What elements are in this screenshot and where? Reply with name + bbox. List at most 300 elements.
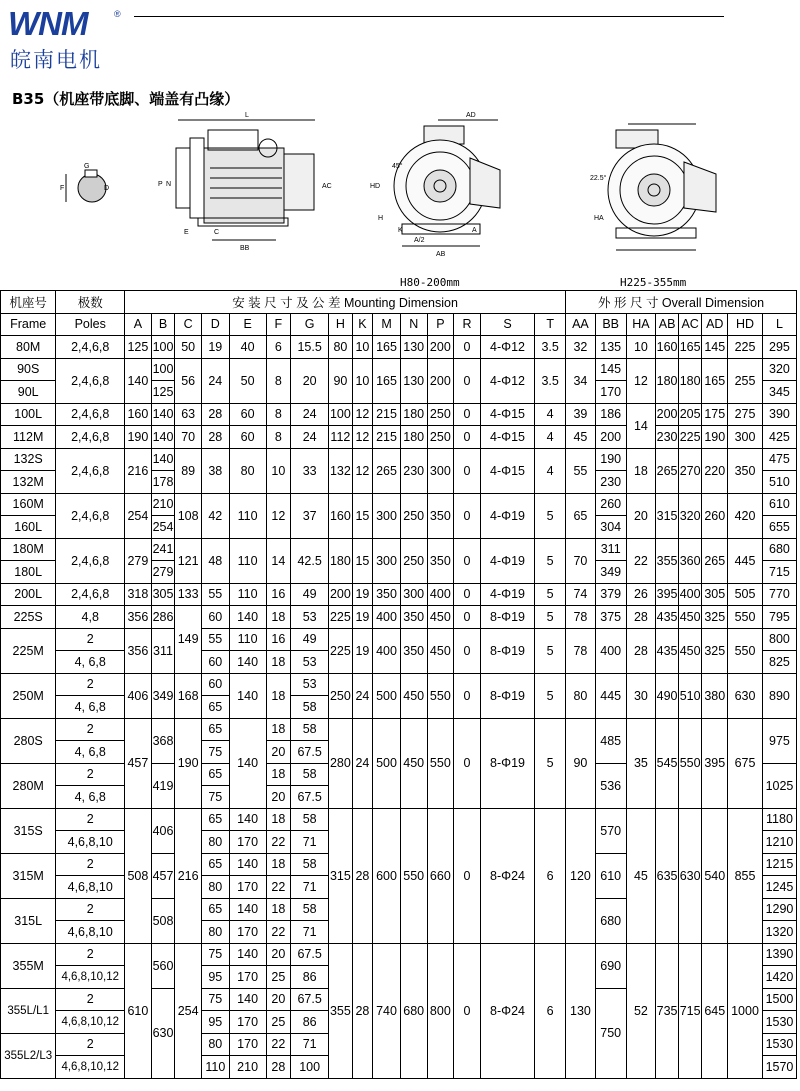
- table-cell: 445: [728, 538, 763, 583]
- company-logo: [8, 6, 128, 70]
- table-cell: 2: [56, 808, 125, 831]
- table-cell: 680: [400, 943, 427, 1078]
- table-cell: 53: [291, 651, 329, 674]
- table-cell: 1390: [762, 943, 796, 966]
- table-cell: 355M: [1, 943, 56, 988]
- table-cell: 12: [352, 403, 373, 426]
- table-cell: 22: [266, 876, 291, 899]
- table-cell: 400: [373, 628, 401, 673]
- table-cell: 140: [125, 358, 152, 403]
- table-cell: 825: [762, 651, 796, 674]
- table-cell: 5: [535, 718, 566, 808]
- table-cell: 355: [656, 538, 679, 583]
- table-cell: 18: [266, 898, 291, 921]
- table-cell: 795: [762, 606, 796, 629]
- table-cell: 254: [151, 516, 175, 539]
- table-cell: 24: [291, 426, 329, 449]
- table-cell: 205: [678, 403, 702, 426]
- table-cell: 18: [266, 673, 291, 718]
- table-cell: 0: [454, 583, 481, 606]
- table-cell: 80: [201, 831, 229, 854]
- table-cell: 67.5: [291, 988, 329, 1011]
- table-cell: 4: [535, 448, 566, 493]
- table-cell: 450: [427, 606, 454, 629]
- table-cell: 65: [201, 763, 229, 786]
- table-cell: 395: [656, 583, 679, 606]
- table-cell: 140: [229, 988, 266, 1011]
- caption-large-frames: H225-355mm: [620, 276, 687, 288]
- col-header-frame-cn: 机座号: [1, 291, 56, 314]
- dim-label-A2: A/2: [414, 237, 425, 244]
- table-row: [1, 538, 797, 561]
- table-cell: 610: [762, 493, 796, 516]
- table-cell: 0: [454, 336, 481, 359]
- table-cell: 18: [266, 606, 291, 629]
- table-cell: 360: [678, 538, 702, 583]
- table-cell: 90: [329, 358, 353, 403]
- table-cell: 80: [566, 673, 596, 718]
- table-cell: 355L/L1: [1, 988, 56, 1033]
- table-row: [1, 358, 797, 381]
- table-cell: 260: [702, 493, 728, 538]
- table-cell: 1025: [762, 763, 796, 808]
- col-header-poles-cn: 极数: [56, 291, 125, 314]
- table-cell: 406: [125, 673, 152, 718]
- table-cell: 170: [229, 921, 266, 944]
- table-cell: 24: [352, 673, 373, 718]
- table-cell: 560: [151, 943, 175, 988]
- table-cell: 19: [352, 628, 373, 673]
- dim-label-AC: AC: [322, 183, 332, 190]
- table-cell: 75: [201, 943, 229, 966]
- table-cell: 52: [626, 943, 656, 1078]
- table-cell: 50: [175, 336, 202, 359]
- table-cell: 1530: [762, 1011, 796, 1034]
- table-cell: 200: [656, 403, 679, 426]
- table-cell: 740: [373, 943, 401, 1078]
- table-cell: 35: [626, 718, 656, 808]
- table-cell: AB: [656, 313, 679, 336]
- dim-label-N: N: [166, 181, 172, 188]
- table-cell: P: [427, 313, 454, 336]
- table-cell: 4-Φ12: [480, 358, 534, 403]
- table-cell: 170: [229, 831, 266, 854]
- table-cell: 20: [626, 493, 656, 538]
- table-cell: 18: [266, 718, 291, 741]
- table-cell: 165: [373, 358, 401, 403]
- table-cell: 225: [329, 606, 353, 629]
- table-cell: 280M: [1, 763, 56, 808]
- table-cell: 60: [229, 403, 266, 426]
- table-cell: 8: [266, 358, 291, 403]
- table-cell: 5: [535, 628, 566, 673]
- table-cell: 160: [656, 336, 679, 359]
- dim-label-E: E: [184, 229, 189, 236]
- table-cell: 2: [56, 673, 125, 696]
- table-cell: 349: [595, 561, 626, 584]
- table-cell: 180: [400, 426, 427, 449]
- logo-mark: WNM: [8, 5, 88, 42]
- table-cell: 170: [229, 966, 266, 989]
- table-cell: 100: [151, 358, 175, 381]
- table-cell: 22: [626, 538, 656, 583]
- table-cell: 56: [175, 358, 202, 403]
- table-cell: 170: [229, 1033, 266, 1056]
- table-cell: 300: [728, 426, 763, 449]
- table-cell: 190: [595, 448, 626, 471]
- table-cell: 315S: [1, 808, 56, 853]
- table-cell: 300: [373, 538, 401, 583]
- table-cell: 140: [151, 448, 175, 471]
- table-cell: 215: [373, 426, 401, 449]
- table-cell: 145: [702, 336, 728, 359]
- table-cell: 350: [427, 493, 454, 538]
- table-cell: 58: [291, 898, 329, 921]
- table-cell: 19: [352, 606, 373, 629]
- table-cell: 550: [400, 808, 427, 943]
- table-cell: 4-Φ15: [480, 426, 534, 449]
- table-cell: 86: [291, 966, 329, 989]
- table-cell: 355L2/L3: [1, 1033, 56, 1078]
- table-cell: 3.5: [535, 336, 566, 359]
- dim-label-HD: HD: [370, 183, 381, 190]
- table-cell: 508: [125, 808, 152, 943]
- table-cell: 28: [266, 1056, 291, 1079]
- table-cell: 10: [266, 448, 291, 493]
- table-cell: 22: [266, 1033, 291, 1056]
- table-cell: 4-Φ15: [480, 403, 534, 426]
- table-cell: 16: [266, 583, 291, 606]
- table-cell: 110: [229, 538, 266, 583]
- table-cell: 475: [762, 448, 796, 471]
- table-cell: 12: [626, 358, 656, 403]
- table-cell: 311: [151, 628, 175, 673]
- table-cell: 4: [535, 426, 566, 449]
- dim-label-HA: HA: [594, 215, 604, 222]
- table-cell: 28: [201, 426, 229, 449]
- table-cell: 160M: [1, 493, 56, 516]
- table-cell: 4,6,8,10,12: [56, 1056, 125, 1079]
- table-cell: 180: [656, 358, 679, 403]
- table-cell: 2: [56, 853, 125, 876]
- side-view: [158, 112, 332, 252]
- table-cell: 0: [454, 808, 481, 943]
- table-cell: 78: [566, 628, 596, 673]
- table-row: [1, 493, 797, 516]
- table-cell: 4, 6,8: [56, 786, 125, 809]
- table-cell: 12: [352, 448, 373, 493]
- table-row: [1, 673, 797, 696]
- table-cell: 2: [56, 898, 125, 921]
- table-cell: 1290: [762, 898, 796, 921]
- table-cell: 0: [454, 538, 481, 583]
- table-cell: 0: [454, 606, 481, 629]
- table-cell: 750: [595, 988, 626, 1078]
- table-cell: 216: [125, 448, 152, 493]
- table-cell: 100: [151, 336, 175, 359]
- table-cell: 140: [229, 808, 266, 831]
- table-cell: 58: [291, 763, 329, 786]
- table-cell: 350: [400, 606, 427, 629]
- dim-label-BB: BB: [240, 245, 250, 252]
- table-cell: 300: [373, 493, 401, 538]
- table-cell: 140: [229, 673, 266, 718]
- table-cell: 4-Φ19: [480, 583, 534, 606]
- table-cell: 165: [373, 336, 401, 359]
- table-cell: 545: [656, 718, 679, 808]
- table-cell: 715: [762, 561, 796, 584]
- motor-drawings: [0, 108, 800, 288]
- table-cell: 0: [454, 943, 481, 1078]
- table-cell: 350: [373, 583, 401, 606]
- table-cell: 28: [352, 808, 373, 943]
- table-cell: 305: [702, 583, 728, 606]
- table-cell: 500: [373, 718, 401, 808]
- table-cell: 160L: [1, 516, 56, 539]
- table-cell: 24: [201, 358, 229, 403]
- table-cell: 457: [151, 853, 175, 898]
- table-cell: 4-Φ12: [480, 336, 534, 359]
- table-cell: 250: [427, 426, 454, 449]
- table-cell: 350: [427, 538, 454, 583]
- table-cell: 90: [566, 718, 596, 808]
- table-cell: 55: [201, 583, 229, 606]
- table-cell: 254: [175, 943, 202, 1078]
- table-cell: 350: [400, 628, 427, 673]
- table-cell: 295: [762, 336, 796, 359]
- table-cell: 28: [626, 628, 656, 673]
- table-cell: 12: [266, 493, 291, 538]
- table-cell: 90S: [1, 358, 56, 381]
- dim-label-AD: AD: [466, 112, 476, 119]
- table-cell: 200: [595, 426, 626, 449]
- table-cell: 1210: [762, 831, 796, 854]
- table-cell: 0: [454, 358, 481, 403]
- table-cell: 89: [175, 448, 202, 493]
- table-cell: 5: [535, 583, 566, 606]
- table-cell: 24: [352, 718, 373, 808]
- table-cell: 975: [762, 718, 796, 763]
- table-cell: 2: [56, 628, 125, 651]
- table-cell: 660: [427, 808, 454, 943]
- table-cell: 505: [728, 583, 763, 606]
- table-cell: 71: [291, 876, 329, 899]
- table-cell: 2,4,6,8: [56, 358, 125, 403]
- table-cell: 1570: [762, 1056, 796, 1079]
- table-cell: 2,4,6,8: [56, 583, 125, 606]
- table-cell: 500: [373, 673, 401, 718]
- table-row: [1, 448, 797, 471]
- table-cell: 540: [702, 808, 728, 943]
- table-cell: 4,6,8,10,12: [56, 1011, 125, 1034]
- table-cell: 25: [266, 966, 291, 989]
- table-cell: 390: [762, 403, 796, 426]
- table-cell: G: [291, 313, 329, 336]
- table-cell: 2,4,6,8: [56, 538, 125, 583]
- table-cell: 8-Φ24: [480, 808, 534, 943]
- table-cell: 160: [329, 493, 353, 538]
- table-cell: 58: [291, 853, 329, 876]
- table-cell: 67.5: [291, 786, 329, 809]
- table-cell: 450: [400, 718, 427, 808]
- table-cell: 80: [201, 1033, 229, 1056]
- table-cell: 250: [400, 538, 427, 583]
- table-cell: 39: [566, 403, 596, 426]
- table-cell: 4,6,8,10,12: [56, 966, 125, 989]
- table-cell: 368: [151, 718, 175, 763]
- table-cell: 279: [125, 538, 152, 583]
- table-cell: 400: [373, 606, 401, 629]
- table-cell: 2: [56, 988, 125, 1011]
- table-cell: 10: [352, 358, 373, 403]
- table-cell: 180M: [1, 538, 56, 561]
- table-cell: 80: [329, 336, 353, 359]
- table-cell: 250: [400, 493, 427, 538]
- dim-label-K: K: [398, 227, 403, 234]
- table-cell: 241: [151, 538, 175, 561]
- table-cell: 400: [678, 583, 702, 606]
- table-cell: 220: [702, 448, 728, 493]
- table-cell: 216: [175, 808, 202, 943]
- table-cell: 254: [125, 493, 152, 538]
- table-cell: 400: [595, 628, 626, 673]
- table-cell: 610: [125, 943, 152, 1078]
- table-cell: 215: [373, 403, 401, 426]
- table-cell: 75: [201, 988, 229, 1011]
- table-cell: H: [329, 313, 353, 336]
- table-cell: 110: [229, 628, 266, 651]
- table-cell: 25: [266, 1011, 291, 1034]
- table-cell: 12: [352, 426, 373, 449]
- table-cell: 55: [566, 448, 596, 493]
- table-cell: 80: [229, 448, 266, 493]
- table-cell: 108: [175, 493, 202, 538]
- col-header-frame-en: Frame: [1, 313, 56, 336]
- table-cell: 45: [566, 426, 596, 449]
- table-cell: 630: [678, 808, 702, 943]
- table-cell: 315M: [1, 853, 56, 898]
- table-cell: 33: [291, 448, 329, 493]
- table-cell: 645: [702, 943, 728, 1078]
- col-header-mounting: 安 装 尺 寸 及 公 差 Mounting Dimension: [125, 291, 566, 314]
- table-cell: 550: [678, 718, 702, 808]
- table-cell: 380: [702, 673, 728, 718]
- table-cell: 145: [595, 358, 626, 381]
- table-cell: 715: [678, 943, 702, 1078]
- table-cell: 4,6,8,10: [56, 921, 125, 944]
- table-cell: 349: [151, 673, 175, 718]
- table-cell: 30: [626, 673, 656, 718]
- table-cell: M: [373, 313, 401, 336]
- table-cell: 120: [566, 808, 596, 943]
- dim-label-A: A: [472, 227, 477, 234]
- table-cell: 4, 6,8: [56, 651, 125, 674]
- table-cell: 149: [175, 606, 202, 674]
- table-row: [1, 403, 797, 426]
- table-cell: 4: [535, 403, 566, 426]
- table-cell: 55: [201, 628, 229, 651]
- table-cell: AA: [566, 313, 596, 336]
- table-cell: 60: [201, 606, 229, 629]
- table-cell: 18: [266, 808, 291, 831]
- front-view-small: [370, 112, 500, 258]
- table-cell: 19: [201, 336, 229, 359]
- table-cell: 48: [201, 538, 229, 583]
- table-cell: 18: [266, 651, 291, 674]
- table-cell: 121: [175, 538, 202, 583]
- table-row: [1, 808, 797, 831]
- table-cell: 60: [201, 673, 229, 696]
- table-cell: 132S: [1, 448, 56, 471]
- header-row-1: [1, 291, 797, 314]
- dim-label-F: F: [60, 185, 65, 192]
- table-cell: 325: [702, 606, 728, 629]
- table-cell: 100L: [1, 403, 56, 426]
- table-cell: 2: [56, 1033, 125, 1056]
- table-cell: 225: [728, 336, 763, 359]
- dim-label-D: D: [104, 185, 110, 192]
- table-row: [1, 606, 797, 629]
- table-cell: 5: [535, 606, 566, 629]
- table-row: [1, 336, 797, 359]
- table-cell: 210: [151, 493, 175, 516]
- table-cell: 130: [566, 943, 596, 1078]
- table-cell: 890: [762, 673, 796, 718]
- table-cell: 175: [702, 403, 728, 426]
- table-cell: 425: [762, 426, 796, 449]
- table-cell: 4, 6,8: [56, 696, 125, 719]
- table-cell: 140: [151, 426, 175, 449]
- table-cell: 180: [678, 358, 702, 403]
- table-cell: F: [266, 313, 291, 336]
- table-row: [1, 426, 797, 449]
- table-cell: 4-Φ15: [480, 448, 534, 493]
- table-cell: 6: [266, 336, 291, 359]
- table-cell: 67.5: [291, 741, 329, 764]
- table-cell: 315: [656, 493, 679, 538]
- table-cell: 100: [329, 403, 353, 426]
- table-cell: N: [400, 313, 427, 336]
- dim-label-C: C: [214, 229, 220, 236]
- table-cell: 18: [266, 763, 291, 786]
- table-cell: 570: [595, 808, 626, 853]
- table-cell: 180: [329, 538, 353, 583]
- table-cell: 0: [454, 448, 481, 493]
- table-cell: 508: [151, 898, 175, 943]
- table-cell: 50: [229, 358, 266, 403]
- table-cell: 286: [151, 606, 175, 629]
- table-cell: 450: [400, 673, 427, 718]
- table-cell: 305: [151, 583, 175, 606]
- table-cell: 16: [266, 628, 291, 651]
- table-cell: 356: [125, 606, 152, 629]
- table-cell: 420: [728, 493, 763, 538]
- table-cell: AC: [678, 313, 702, 336]
- table-cell: 140: [229, 606, 266, 629]
- table-cell: 20: [266, 741, 291, 764]
- table-cell: R: [454, 313, 481, 336]
- table-cell: 132: [329, 448, 353, 493]
- table-cell: L: [762, 313, 796, 336]
- table-cell: 200: [427, 336, 454, 359]
- table-cell: 190: [702, 426, 728, 449]
- table-cell: 8-Φ19: [480, 718, 534, 808]
- table-cell: 200: [329, 583, 353, 606]
- table-cell: 20: [266, 943, 291, 966]
- table-cell: 49: [291, 583, 329, 606]
- table-cell: 5: [535, 493, 566, 538]
- table-cell: 450: [678, 628, 702, 673]
